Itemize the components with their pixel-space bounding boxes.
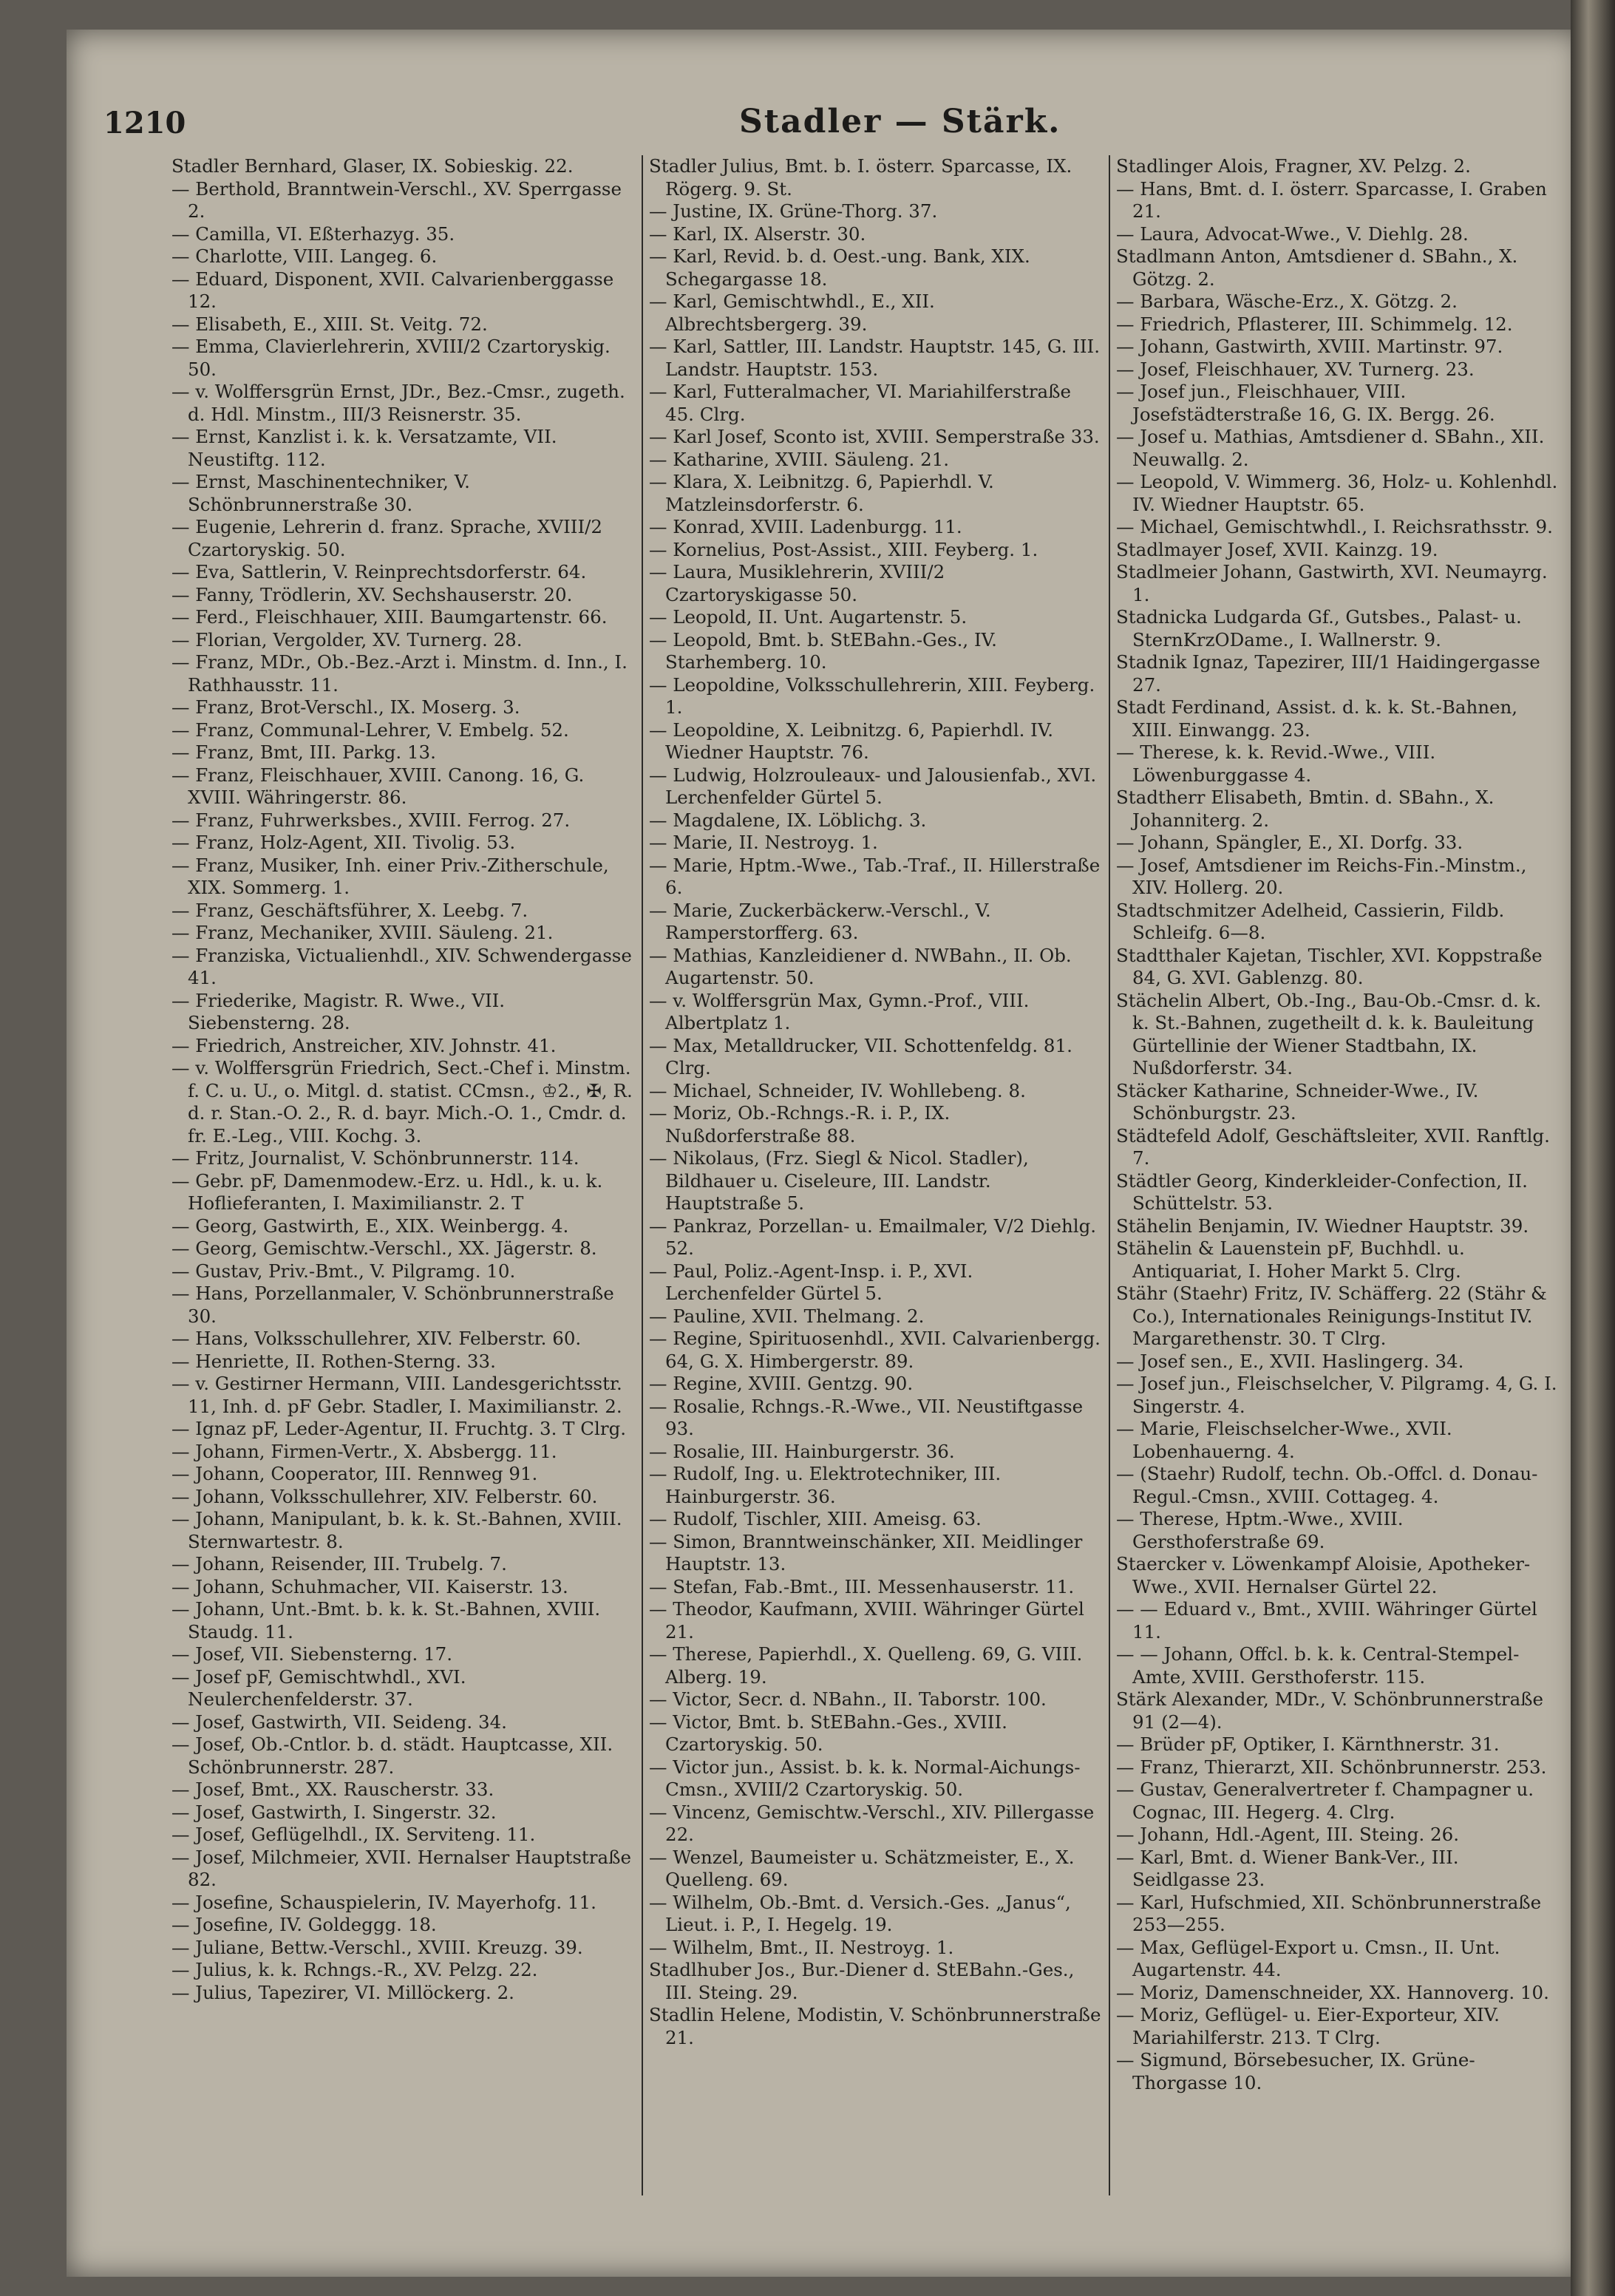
directory-entry: — Rudolf, Ing. u. Elektrotechniker, III. Hainburgerstr. 36. <box>649 1463 1002 1507</box>
directory-entry: Stadler Bernhard, Glaser, IX. Sobieskig. 22. <box>171 155 574 177</box>
page-header <box>103 100 1567 152</box>
directory-entry: — Michael, Gemischtwhdl., I. Reichsrathsstr. 9. <box>1116 516 1553 537</box>
directory-entry: — Theodor, Kaufmann, XVIII. Währinger Gürtel 21. <box>649 1598 1084 1643</box>
directory-entry: — Franz, Fleischhauer, XVIII. Canong. 16, G. XVIII. Währingerstr. 86. <box>171 764 585 808</box>
directory-entry: — Hans, Volksschullehrer, XIV. Felberstr. 60. <box>171 1328 582 1349</box>
directory-entry: — Ernst, Maschinentechniker, V. Schönbrunnerstraße 30. <box>171 471 470 515</box>
directory-entry: — Laura, Musiklehrerin, XVIII/2 Czartoryskigasse 50. <box>649 561 945 605</box>
directory-entry: — Josef pF, Gemischtwhdl., XVI. Neulerchenfelderstr. 37. <box>171 1665 466 1710</box>
directory-entry: — Josef, Geflügelhdl., IX. Serviteng. 11. <box>171 1824 536 1845</box>
directory-entry: — Josef jun., Fleischhauer, VIII. Josefstädterstraße 16, G. IX. Bergg. 26. <box>1116 381 1495 425</box>
directory-entry: — Josef, Gastwirth, I. Singerstr. 32. <box>171 1801 497 1823</box>
directory-entry: — Wenzel, Baumeister u. Schätzmeister, E., X. Quelleng. 69. <box>649 1846 1075 1890</box>
directory-entry: — Johann, Schuhmacher, VII. Kaiserstr. 13. <box>171 1575 568 1597</box>
directory-entry: — Leopoldine, X. Leibnitzg. 6, Papierhdl. IV. Wiedner Hauptstr. 76. <box>649 719 1054 763</box>
directory-entry: — Ernst, Kanzlist i. k. k. Versatzamte, VII. Neustiftg. 112. <box>171 426 557 470</box>
directory-entry: — Johann, Gastwirth, XVIII. Martinstr. 97. <box>1116 336 1503 357</box>
directory-entry: — Marie, Zuckerbäckerw.-Verschl., V. Ramperstorfferg. 63. <box>649 899 991 943</box>
directory-entry: — v. Gestirner Hermann, VIII. Landesgerichtsstr. 11, Inh. d. pF Gebr. Stadler, I. Maximilianstr. 2. <box>171 1373 622 1417</box>
directory-entry: — Franz, Thierarzt, XII. Schönbrunnerstr. 253. <box>1116 1756 1547 1778</box>
directory-entry: — Katharine, XVIII. Säuleng. 21. <box>649 448 950 470</box>
directory-entry: — Marie, II. Nestroyg. 1. <box>649 832 878 853</box>
directory-entry: — Josef sen., E., XVII. Haslingerg. 34. <box>1116 1350 1464 1372</box>
directory-entry: — Karl, Futteralmacher, VI. Mariahilferstraße 45. Clrg. <box>649 381 1072 425</box>
directory-entry: — Franz, Musiker, Inh. einer Priv.-Zitherschule, XIX. Sommerg. 1. <box>171 854 609 898</box>
directory-entry: — Pauline, XVII. Thelmang. 2. <box>649 1305 925 1327</box>
directory-column-3 <box>1116 155 1558 2255</box>
directory-entry: — Johann, Spängler, E., XI. Dorfg. 33. <box>1116 832 1463 853</box>
running-head: Stadler — Stärk. <box>739 103 1061 140</box>
directory-entry: Städtler Georg, Kinderkleider-Confection, II. Schüttelstr. 53. <box>1116 1169 1528 1214</box>
directory-entry: — Therese, Papierhdl., X. Quelleng. 69, G. VIII. Alberg. 19. <box>649 1643 1083 1688</box>
directory-entry: Stäcker Katharine, Schneider-Wwe., IV. Schönburgstr. 23. <box>1116 1079 1479 1124</box>
directory-column-2 <box>649 155 1104 2255</box>
directory-entry: — Victor, Bmt. b. StEBahn.-Ges., XVIII. Czartoryskig. 50. <box>649 1711 1007 1755</box>
directory-entry: — Justine, IX. Grüne-Thorg. 37. <box>649 200 938 222</box>
directory-entry: — Nikolaus, (Frz. Siegl & Nicol. Stadler), Bildhauer u. Ciseleure, III. Landstr. Hauptstraße 5. <box>649 1147 1029 1214</box>
directory-entry: Stähelin & Lauenstein pF, Buchhdl. u. Antiquariat, I. Hoher Markt 5. Clrg. <box>1116 1237 1465 1282</box>
directory-entry: — Paul, Poliz.-Agent-Insp. i. P., XVI. Lerchenfelder Gürtel 5. <box>649 1260 973 1304</box>
directory-entry: — Ferd., Fleischhauer, XIII. Baumgartenstr. 66. <box>171 606 608 628</box>
directory-entry: — Johann, Reisender, III. Trubelg. 7. <box>171 1553 507 1575</box>
directory-entry: — Franz, Mechaniker, XVIII. Säuleng. 21. <box>171 922 554 943</box>
column-rule <box>642 155 643 2195</box>
directory-entry: — Henriette, II. Rothen-Sterng. 33. <box>171 1350 496 1372</box>
directory-entry: — Gustav, Generalvertreter f. Champagner u. Cognac, III. Hegerg. 4. Clrg. <box>1116 1779 1534 1823</box>
directory-entry: — Leopold, II. Unt. Augartenstr. 5. <box>649 606 968 628</box>
directory-entry: — Brüder pF, Optiker, I. Kärnthnerstr. 31. <box>1116 1733 1500 1755</box>
directory-entry: — Hans, Porzellanmaler, V. Schönbrunnerstraße 30. <box>171 1283 614 1327</box>
directory-entry: Stadtherr Elisabeth, Bmtin. d. SBahn., X. Johanniterg. 2. <box>1116 787 1495 831</box>
directory-entry: — Karl, Sattler, III. Landstr. Hauptstr. 145, G. III. Landstr. Hauptstr. 153. <box>649 336 1101 380</box>
directory-entry: — Karl, Gemischtwhdl., E., XII. Albrechtsbergerg. 39. <box>649 291 935 335</box>
directory-entry: — Victor jun., Assist. b. k. k. Normal-Aichungs-Cmsn., XVIII/2 Czartoryskig. 50. <box>649 1756 1081 1800</box>
directory-entry: — Therese, k. k. Revid.-Wwe., VIII. Löwenburggasse 4. <box>1116 741 1436 786</box>
directory-entry: — Franz, Brot-Verschl., IX. Moserg. 3. <box>171 696 520 718</box>
directory-entry: Stadlmann Anton, Amtsdiener d. SBahn., X. Götzg. 2. <box>1116 245 1518 290</box>
directory-entry: — Vincenz, Gemischtw.-Verschl., XIV. Pillergasse 22. <box>649 1801 1095 1845</box>
column-rule <box>1109 155 1110 2195</box>
directory-entry: — Leopoldine, Volksschullehrerin, XIII. Feyberg. 1. <box>649 673 1095 718</box>
directory-entry: — Franz, Bmt, III. Parkg. 13. <box>171 741 436 763</box>
directory-entry: — Friederike, Magistr. R. Wwe., VII. Siebensterng. 28. <box>171 989 506 1033</box>
directory-entry: Stadt Ferdinand, Assist. d. k. k. St.-Bahnen, XIII. Einwangg. 23. <box>1116 696 1518 741</box>
directory-entry: — Josef jun., Fleischselcher, V. Pilgramg. 4, G. I. Singerstr. 4. <box>1116 1373 1557 1417</box>
directory-entry: — Eva, Sattlerin, V. Reinprechtsdorferstr. 64. <box>171 561 587 583</box>
book-gutter <box>1571 0 1615 2296</box>
directory-entry: — (Staehr) Rudolf, techn. Ob.-Offcl. d. Donau-Regul.-Cmsn., XVIII. Cottageg. 4. <box>1116 1463 1538 1507</box>
directory-entry: — Julius, Tapezirer, VI. Millöckerg. 2. <box>171 1981 514 2003</box>
directory-entry: — Therese, Hptm.-Wwe., XVIII. Gersthoferstraße 69. <box>1116 1508 1404 1552</box>
directory-entry: — Moriz, Ob.-Rchngs.-R. i. P., IX. Nußdorferstraße 88. <box>649 1102 951 1147</box>
directory-entry: — Gustav, Priv.-Bmt., V. Pilgramg. 10. <box>171 1260 516 1282</box>
directory-entry: — Johann, Volksschullehrer, XIV. Felberstr. 60. <box>171 1485 598 1507</box>
directory-entry: — Johann, Cooperator, III. Rennweg 91. <box>171 1463 538 1484</box>
directory-entry: — Ludwig, Holzrouleaux- und Jalousienfab., XVI. Lerchenfelder Gürtel 5. <box>649 764 1097 808</box>
directory-entry: — Josef, VII. Siebensterng. 17. <box>171 1643 453 1665</box>
directory-entry: — Gebr. pF, Damenmodew.-Erz. u. Hdl., k. u. k. Hoflieferanten, I. Maximilianstr. 2. T <box>171 1169 603 1214</box>
directory-entry: — Franz, Holz-Agent, XII. Tivolig. 53. <box>171 832 516 853</box>
directory-entry: — Michael, Schneider, IV. Wohllebeng. 8. <box>649 1079 1026 1101</box>
directory-entry: Stadlmayer Josef, XVII. Kainzg. 19. <box>1116 538 1438 560</box>
directory-entry: Stähelin Benjamin, IV. Wiedner Hauptstr. 39. <box>1116 1215 1529 1237</box>
directory-entry: — Klara, X. Leibnitzg. 6, Papierhdl. V. Matzleinsdorferstr. 6. <box>649 471 994 515</box>
directory-entry: — Hans, Bmt. d. I. österr. Sparcasse, I. Graben 21. <box>1116 177 1547 222</box>
directory-entry: — Josef, Milchmeier, XVII. Hernalser Hauptstraße 82. <box>171 1846 631 1890</box>
directory-entry: — Josef, Amtsdiener im Reichs-Fin.-Minstm., XIV. Hollerg. 20. <box>1116 854 1527 898</box>
directory-entry: — Karl, Revid. b. d. Oest.-ung. Bank, XIX. Schegargasse 18. <box>649 245 1030 290</box>
directory-entry: — Regine, XVIII. Gentzg. 90. <box>649 1373 914 1394</box>
directory-entry: — Karl, Hufschmied, XII. Schönbrunnerstraße 253—255. <box>1116 1891 1542 1935</box>
directory-entry: — Franz, MDr., Ob.-Bez.-Arzt i. Minstm. d. Inn., I. Rathhausstr. 11. <box>171 651 628 696</box>
directory-entry: — Fritz, Journalist, V. Schönbrunnerstr. 114. <box>171 1147 579 1169</box>
directory-entry: — Marie, Hptm.-Wwe., Tab.-Traf., II. Hillerstraße 6. <box>649 854 1101 898</box>
directory-entry: — Leopold, V. Wimmerg. 36, Holz- u. Kohlenhdl. IV. Wiedner Hauptstr. 65. <box>1116 471 1558 515</box>
directory-entry: Stadnik Ignaz, Tapezirer, III/1 Haidingergasse 27. <box>1116 651 1540 696</box>
directory-entry: — Franz, Fuhrwerksbes., XVIII. Ferrog. 27. <box>171 809 571 831</box>
directory-entry: Stadlmeier Johann, Gastwirth, XVI. Neumayrg. 1. <box>1116 561 1548 605</box>
directory-entry: — Laura, Advocat-Wwe., V. Diehlg. 28. <box>1116 223 1469 245</box>
directory-entry: — Johann, Manipulant, b. k. k. St.-Bahnen, XVIII. Sternwartestr. 8. <box>171 1508 622 1552</box>
directory-entry: — Emma, Clavierlehrerin, XVIII/2 Czartoryskig. 50. <box>171 336 611 380</box>
directory-entry: Stadtschmitzer Adelheid, Cassierin, Fildb. Schleifg. 6—8. <box>1116 899 1505 943</box>
directory-entry: — Marie, Fleischselcher-Wwe., XVII. Lobenhauerng. 4. <box>1116 1418 1452 1462</box>
directory-entry: — v. Wolffersgrün Friedrich, Sect.-Chef i. Minstm. f. C. u. U., o. Mitgl. d. statist. CCmsn., ♔2., ✠, R. d. r. Stan.-O. 2., R. d. bayr. Mich.-O. 1., Cmdr. d. fr. E.-Leg., VIII. Kochg. 3. <box>171 1057 633 1147</box>
directory-entry: — Julius, k. k. Rchngs.-R., XV. Pelzg. 22. <box>171 1959 538 1980</box>
directory-entry: — Elisabeth, E., XIII. St. Veitg. 72. <box>171 313 488 335</box>
directory-entry: — Berthold, Branntwein-Verschl., XV. Sperrgasse 2. <box>171 177 622 222</box>
directory-entry: — Mathias, Kanzleidiener d. NWBahn., II. Ob. Augartenstr. 50. <box>649 944 1072 988</box>
directory-entry: Stadlhuber Jos., Bur.-Diener d. StEBahn.-Ges., III. Steing. 29. <box>649 1959 1075 2003</box>
directory-entry: — — Johann, Offcl. b. k. k. Central-Stempel-Amte, XVIII. Gersthoferstr. 115. <box>1116 1643 1520 1688</box>
directory-entry: — Johann, Hdl.-Agent, III. Steing. 26. <box>1116 1824 1459 1845</box>
directory-entry: — Kornelius, Post-Assist., XIII. Feyberg. 1. <box>649 538 1038 560</box>
page-number: 1210 <box>103 106 186 140</box>
directory-entry: — Georg, Gastwirth, E., XIX. Weinbergg. 4. <box>171 1215 569 1237</box>
directory-entry: — Florian, Vergolder, XV. Turnerg. 28. <box>171 628 523 651</box>
directory-entry: — Regine, Spirituosenhdl., XVII. Calvarienbergg. 64, G. X. Himbergerstr. 89. <box>649 1328 1101 1372</box>
directory-entry: — Max, Geflügel-Export u. Cmsn., II. Unt. Augartenstr. 44. <box>1116 1936 1500 1980</box>
directory-entry: — Victor, Secr. d. NBahn., II. Taborstr. 100. <box>649 1688 1047 1710</box>
directory-entry: Stadlin Helene, Modistin, V. Schönbrunnerstraße 21. <box>649 2004 1101 2048</box>
directory-entry: — Josefine, Schauspielerin, IV. Mayerhofg. 11. <box>171 1891 596 1913</box>
directory-entry: — Juliane, Bettw.-Verschl., XVIII. Kreuzg. 39. <box>171 1936 583 1958</box>
directory-entry: — Rudolf, Tischler, XIII. Ameisg. 63. <box>649 1508 982 1529</box>
directory-entry: — Josefine, IV. Goldeggg. 18. <box>171 1914 437 1935</box>
directory-entry: — Eugenie, Lehrerin d. franz. Sprache, XVIII/2 Czartoryskig. 50. <box>171 516 602 560</box>
directory-entry: — Pankraz, Porzellan- u. Emailmaler, V/2 Diehlg. 52. <box>649 1215 1097 1259</box>
directory-entry: — Konrad, XVIII. Ladenburgg. 11. <box>649 516 962 537</box>
directory-entry: Stärk Alexander, MDr., V. Schönbrunnerstraße 91 (2—4). <box>1116 1688 1544 1733</box>
directory-entry: — Camilla, VI. Eßterhazyg. 35. <box>171 223 455 245</box>
directory-entry: — Wilhelm, Ob.-Bmt. d. Versich.-Ges. „Janus“, Lieut. i. P., I. Hegelg. 19. <box>649 1891 1071 1935</box>
directory-column-1 <box>171 155 637 2255</box>
directory-entry: — Josef, Fleischhauer, XV. Turnerg. 23. <box>1116 358 1475 380</box>
directory-entry: Stadlinger Alois, Fragner, XV. Pelzg. 2. <box>1116 155 1471 177</box>
directory-entry: — Rosalie, Rchngs.-R.-Wwe., VII. Neustiftgasse 93. <box>649 1395 1084 1439</box>
directory-entry: — Max, Metalldrucker, VII. Schottenfeldg. 81. Clrg. <box>649 1034 1072 1079</box>
directory-entry: — Rosalie, III. Hainburgerstr. 36. <box>649 1440 955 1462</box>
directory-entry: — Eduard, Disponent, XVII. Calvarienberggasse 12. <box>171 268 614 312</box>
directory-entry: — Sigmund, Börsebesucher, IX. Grüne-Thorgasse 10. <box>1116 2049 1475 2093</box>
directory-entry: — Georg, Gemischtw.-Verschl., XX. Jägerstr. 8. <box>171 1237 597 1259</box>
directory-entry: Stächelin Albert, Ob.-Ing., Bau-Ob.-Cmsr. d. k. k. St.-Bahnen, zugetheilt d. k. k. Bauleitung Gürtellinie der Wiener Stadtbahn, IX. Nußdorferstr. 34. <box>1116 989 1542 1079</box>
directory-entry: — Friedrich, Pflasterer, III. Schimmelg. 12. <box>1116 313 1513 335</box>
directory-entry: — Josef, Bmt., XX. Rauscherstr. 33. <box>171 1779 494 1800</box>
directory-entry: — Josef u. Mathias, Amtsdiener d. SBahn., XII. Neuwallg. 2. <box>1116 426 1545 470</box>
directory-entry: — Barbara, Wäsche-Erz., X. Götzg. 2. <box>1116 291 1458 312</box>
directory-entry: Staercker v. Löwenkampf Aloisie, Apotheker-Wwe., XVII. Hernalser Gürtel 22. <box>1116 1553 1531 1597</box>
directory-entry: — Josef, Ob.-Cntlor. b. d. städt. Hauptcasse, XII. Schönbrunnerstr. 287. <box>171 1733 613 1778</box>
directory-entry: Stadtthaler Kajetan, Tischler, XVI. Koppstraße 84, G. XVI. Gablenzg. 80. <box>1116 944 1543 988</box>
directory-entry: — Ignaz pF, Leder-Agentur, II. Fruchtg. 3. T Clrg. <box>171 1418 627 1439</box>
directory-entry: — Moriz, Geflügel- u. Eier-Exporteur, XIV. Mariahilferstr. 213. T Clrg. <box>1116 2004 1500 2048</box>
directory-entry: — Friedrich, Anstreicher, XIV. Johnstr. 41. <box>171 1034 557 1056</box>
directory-entry: — Wilhelm, Bmt., II. Nestroyg. 1. <box>649 1936 954 1958</box>
directory-entry: — Johann, Unt.-Bmt. b. k. k. St.-Bahnen, XVIII. Staudg. 11. <box>171 1598 601 1643</box>
directory-entry: — Simon, Branntweinschänker, XII. Meidlinger Hauptstr. 13. <box>649 1530 1083 1575</box>
directory-entry: — Franz, Geschäftsführer, X. Leebg. 7. <box>171 899 528 921</box>
directory-entry: — v. Wolffersgrün Ernst, JDr., Bez.-Cmsr., zugeth. d. Hdl. Minstm., III/3 Reisnerstr. 35. <box>171 381 625 425</box>
directory-entry: — Johann, Firmen-Vertr., X. Absbergg. 11. <box>171 1440 557 1462</box>
directory-entry: — Leopold, Bmt. b. StEBahn.-Ges., IV. Starhemberg. 10. <box>649 628 997 673</box>
directory-entry: — Karl, Bmt. d. Wiener Bank-Ver., III. Seidlgasse 23. <box>1116 1846 1459 1890</box>
directory-entry: — Charlotte, VIII. Langeg. 6. <box>171 245 438 267</box>
directory-entry: — Franziska, Victualienhdl., XIV. Schwendergasse 41. <box>171 944 632 988</box>
directory-entry: Stähr (Staehr) Fritz, IV. Schäfferg. 22 (Stähr & Co.), Internationales Reinigungs-Institut IV. Margarethenstr. 30. T Clrg. <box>1116 1283 1547 1349</box>
directory-entry: — Karl Josef, Sconto ist, XVIII. Semperstraße 33. <box>649 426 1100 447</box>
directory-entry: Stadnicka Ludgarda Gf., Gutsbes., Palast- u. SternKrzODame., I. Wallnerstr. 9. <box>1116 606 1522 651</box>
directory-entry: — — Eduard v., Bmt., XVIII. Währinger Gürtel 11. <box>1116 1598 1537 1643</box>
directory-entry: — Fanny, Trödlerin, XV. Sechshauserstr. 20. <box>171 583 573 605</box>
directory-entry: — Franz, Communal-Lehrer, V. Embelg. 52. <box>171 719 569 741</box>
directory-entry: — Magdalene, IX. Löblichg. 3. <box>649 809 927 831</box>
directory-entry: — v. Wolffersgrün Max, Gymn.-Prof., VIII. Albertplatz 1. <box>649 989 1030 1033</box>
directory-entry: Stadler Julius, Bmt. b. I. österr. Sparcasse, IX. Rögerg. 9. St. <box>649 155 1072 200</box>
directory-entry: — Moriz, Damenschneider, XX. Hannoverg. 10. <box>1116 1981 1549 2003</box>
directory-entry: — Karl, IX. Alserstr. 30. <box>649 223 866 245</box>
directory-entry: Städtefeld Adolf, Geschäftsleiter, XVII. Ranftlg. 7. <box>1116 1124 1550 1169</box>
directory-entry: — Stefan, Fab.-Bmt., III. Messenhauserstr. 11. <box>649 1575 1075 1597</box>
directory-entry: — Josef, Gastwirth, VII. Seideng. 34. <box>171 1711 507 1733</box>
